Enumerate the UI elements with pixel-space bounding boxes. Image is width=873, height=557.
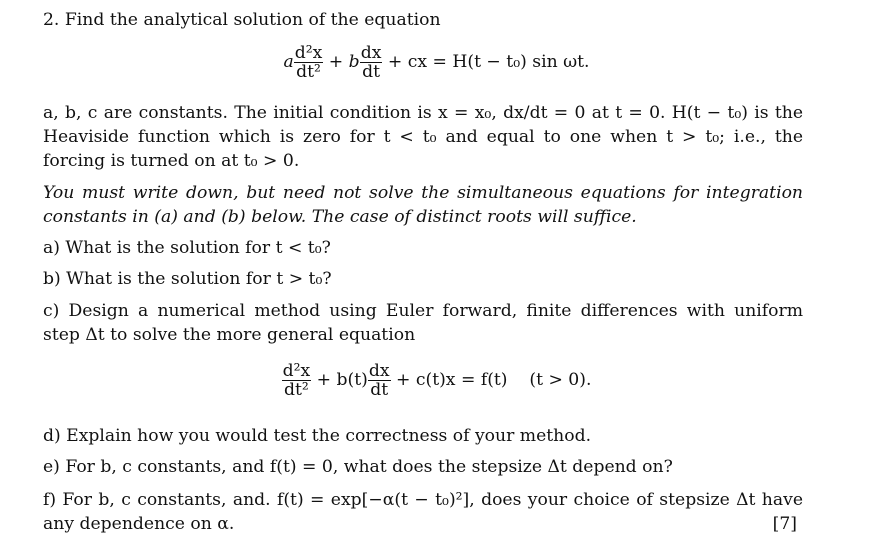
eq1-coef-a: a [283, 52, 294, 73]
eq1-second-derivative: $\frac{\text{d²x}}{\text{dt²}}$ [294, 43, 323, 83]
part-b: b) What is the solution for t > t₀? [43, 269, 332, 289]
part-a: a) What is the solution for t < t₀? [43, 238, 331, 258]
eq1-plus: + [328, 52, 344, 73]
question-heading [43, 8, 803, 32]
equation-2 [0, 362, 873, 399]
equation-1 [0, 44, 873, 81]
eq1-first-derivative: $\frac{dx}{dt}$ [360, 43, 382, 83]
problem-statement: a, b, c are constants. The initial condition is x = x₀, dx/dt = 0 at t = 0. H(t − t₀) is the Heaviside function which is zero for t < t₀ and equal to one when t > t₀; i.e., the forcing is turned on at t₀ > 0. [43, 103, 803, 171]
question-title: Find the analytical solution of the equation [64, 10, 441, 30]
instruction-text: You must write down, but need not solve the simultaneous equations for integration constants in (a) and (b) below. The case of distinct roots will suffice. [43, 183, 803, 227]
eq2-rhs: + c(t)x = f(t) (t > 0). [396, 370, 592, 391]
part-c: c) Design a numerical method using Euler forward, finite differences with uniform step Δt to solve the more general equation [43, 301, 803, 345]
part-d: d) Explain how you would test the correctness of your method. [43, 426, 592, 446]
part-f: f) For b, c constants, and. f(t) = exp[−α(t − t₀)²], does your choice of stepsize Δt have any dependence on α. [43, 490, 803, 534]
eq2-second-derivative: $\frac{\text{d²x}}{\text{dt²}}$ [282, 361, 311, 401]
eq1-rhs: + cx = H(t − t₀) sin ωt. [387, 52, 590, 73]
question-number: 2. [43, 10, 60, 30]
eq1-coef-b: b [348, 52, 360, 73]
eq2-mid: + b(t) [316, 370, 368, 391]
eq2-first-derivative: $\frac{dx}{dt}$ [368, 361, 390, 401]
part-e: e) For b, c constants, and f(t) = 0, what does the stepsize Δt depend on? [43, 457, 673, 477]
marks-label: [7] [772, 514, 797, 534]
